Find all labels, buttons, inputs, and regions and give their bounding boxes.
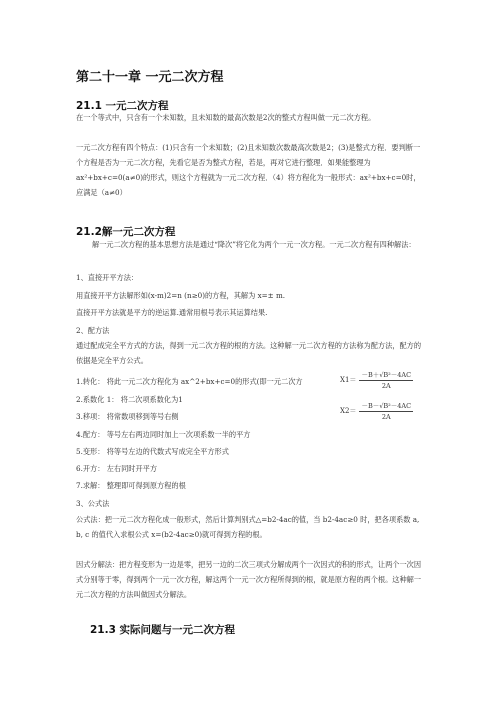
features-paragraph: 一元二次方程有四个特点：(1)只含有一个未知数；(2)且未知数次数最高次数是2；(3)是整式方程．要判断一个方程是否为一元二次方程，先看它是否为整式方程，若是，再对它进行整理．如果能整理为 ax²+bx+c=0(a≠0)的形式，则这个方程就为一元二次方程．（4）将方程化为一般形式：ax²+bx+c=0时，应满足（a≠0） (76, 143, 421, 197)
formula-x2-denominator: 2A (381, 413, 391, 421)
formula-x1-fraction (359, 370, 413, 390)
step-item: 2.系数化 1： 将二次项系数化为1 (76, 395, 183, 404)
root-formula-x1 (340, 370, 413, 390)
method-1-line-2: 直接开平方法就是平方的逆运算.通常用根号表示其运算结果. (76, 308, 268, 317)
method-1-line-1: 用直接开平方法解形如(x-m)2=n (n≥0)的方程，其解为 x=± m. (76, 291, 286, 300)
formula-x1-denominator: 2A (381, 382, 391, 390)
step-item: 6.开方： 左右同时开平方 (76, 464, 158, 473)
step-item: 3.移项： 将常数项移到等号右侧 (76, 412, 179, 421)
method-2-title: 2、配方法 (76, 326, 110, 335)
method-2-paragraph: 通过配成完全平方式的方法，得到一元二次方程的根的方法。这种解一元二次方程的方法称为配方法，配方的依据是完全平方公式。 (76, 341, 422, 365)
formula-x2-fraction (359, 401, 413, 421)
method-3-paragraph: 公式法：把一元二次方程化成一般形式，然后计算判别式△=b2-4ac的值，当 b2-4ac≥0 时，把各项系数 a, b, c 的值代入求根公式 x=(b2-4ac≥0)就可得到方程的根。 (76, 515, 420, 539)
section-heading-21-1: 21.1 一元二次方程 (76, 100, 169, 112)
formula-x2-numerator: －B－√B²－4AC (361, 402, 412, 410)
method-4-paragraph: 因式分解法：把方程变形为一边是零，把另一边的二次三项式分解成两个一次因式的积的形式，让两个一次因式分别等于零，得到两个一元一次方程，解这两个一元一次方程所得到的根，就是原方程的两个根。这种解一元二次方程的方法叫做因式分解法。 (76, 560, 422, 599)
definition-paragraph: 在一个等式中，只含有一个未知数，且未知数的最高次数是2次的整式方程叫做一元二次方程。 (76, 113, 376, 122)
formula-x2-lhs: X2＝ (340, 407, 357, 415)
section-heading-21-3: 21.3 实际问题与一元二次方程 (90, 624, 236, 636)
formula-x1-lhs: X1＝ (340, 376, 357, 384)
section-heading-21-2: 21.2解一元二次方程 (76, 226, 176, 238)
method-3-title: 3、公式法 (76, 499, 110, 508)
method-1-title: 1、直接开平方法： (76, 273, 139, 282)
step-item: 4.配方： 等号左右两边同时加上一次项系数一半的平方 (76, 430, 251, 439)
step-item: 1.转化： 将此一元二次方程化为 ax^2+bx+c=0的形式(即一元二次方 (76, 377, 303, 386)
step-item: 5.变形： 将等号左边的代数式写成完全平方形式 (76, 447, 229, 456)
formula-x1-numerator: －B＋√B²－4AC (361, 371, 412, 379)
methods-intro-paragraph: 解一元二次方程的基本思想方法是通过“降次”将它化为两个一元一次方程。一元二次方程有四种解法： (92, 240, 416, 249)
step-item: 7.求解： 整理即可得到原方程的根 (76, 481, 186, 490)
root-formula-x2 (340, 401, 413, 421)
chapter-title: 第二十一章 一元二次方程 (76, 70, 224, 85)
